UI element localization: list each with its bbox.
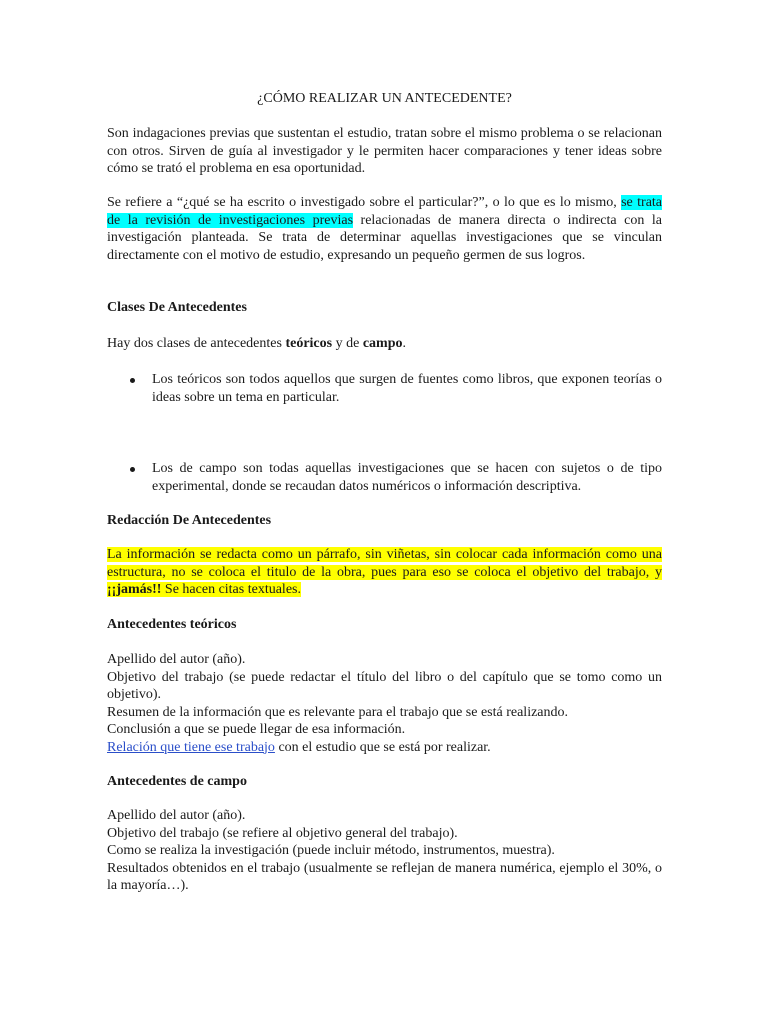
teoricos-line-relacion [107, 739, 662, 757]
document-title: ¿CÓMO REALIZAR UN ANTECEDENTE? [257, 91, 512, 106]
bullet-icon [130, 378, 135, 383]
redaccion-highlight-end: Se hacen citas textuales. [161, 582, 301, 597]
clases-intro-text: Hay dos clases de antecedentes [107, 336, 286, 351]
relacion-rest: con el estudio que se está por realizar. [274, 739, 491, 755]
relacion-link[interactable]: Relación que tiene ese trabajo [107, 739, 275, 755]
redaccion-paragraph [107, 546, 662, 599]
teoricos-heading: Antecedentes teóricos [107, 617, 237, 632]
definition-text-start: Se refiere a “¿qué se ha escrito o investigado sobre el particular?”, o lo que es lo mismo, [107, 195, 622, 210]
campo-line-autor: Apellido del autor (año). [107, 808, 246, 823]
definition-paragraph [107, 194, 662, 264]
clases-heading: Clases De Antecedentes [107, 300, 247, 315]
campo-structure [107, 807, 662, 895]
clases-intro-period: . [402, 336, 406, 351]
teoricos-line-resumen: Resumen de la información que es relevante para el trabajo que se está realizando. [107, 704, 569, 720]
clases-intro-connector: y de [332, 336, 363, 351]
clases-intro [107, 335, 662, 353]
definition-text-end: relacionadas de manera directa o indirecta con la investigación planteada. Se trata de determinar aquellas investigaciones que se vinculan directamente con el motivo de estudio, expresando un pequeño germen de sus logros. [107, 212, 663, 263]
teoricos-structure [107, 651, 662, 756]
teoricos-term: teóricos [285, 336, 333, 351]
teoricos-line-objetivo: Objetivo del trabajo (se puede redactar el título del libro o del capítulo que se tomo como un objetivo). [107, 669, 662, 702]
campo-term: campo [362, 336, 403, 351]
campo-line-objetivo: Objetivo del trabajo (se refiere al objetivo general del trabajo). [107, 825, 458, 841]
list-item-text: Los de campo son todas aquellas investigaciones que se hacen con sujetos o de tipo experimental, donde se recaudan datos numéricos o información descriptiva. [152, 461, 662, 494]
redaccion-heading: Redacción De Antecedentes [107, 513, 272, 528]
campo-heading: Antecedentes de campo [107, 774, 247, 789]
bullet-icon [130, 467, 135, 472]
intro-paragraph: Son indagaciones previas que sustentan el estudio, tratan sobre el mismo problema o se relacionan con otros. Sirven de guía al investigador y le permiten hacer comparaciones y tener ideas sobre cómo se trató el problema en esa oportunidad. [107, 126, 662, 176]
list-item-text: Los teóricos son todos aquellos que surgen de fuentes como libros, que exponen teorías o ideas sobre un tema en particular. [152, 372, 662, 405]
campo-line-resultados: Resultados obtenidos en el trabajo (usualmente se reflejan de manera numérica, ejemplo el 30%, o la mayoría…). [107, 860, 662, 893]
campo-line-metodo: Como se realiza la investigación (puede incluir método, instrumentos, muestra). [107, 843, 555, 858]
redaccion-highlight-start: La información se redacta como un párrafo, sin viñetas, sin colocar cada información como una estructura, no se coloca el titulo de la obra, pues para eso se coloca el objetivo del trabajo, y [107, 547, 662, 580]
highlighted-definition: se trata de la revisión de investigaciones previas [107, 195, 663, 228]
teoricos-line-autor: Apellido del autor (año). [107, 652, 246, 667]
jamas-emphasis: ¡¡jamás!! [107, 582, 162, 597]
teoricos-line-conclusion: Conclusión a que se puede llegar de esa información. [107, 722, 406, 737]
